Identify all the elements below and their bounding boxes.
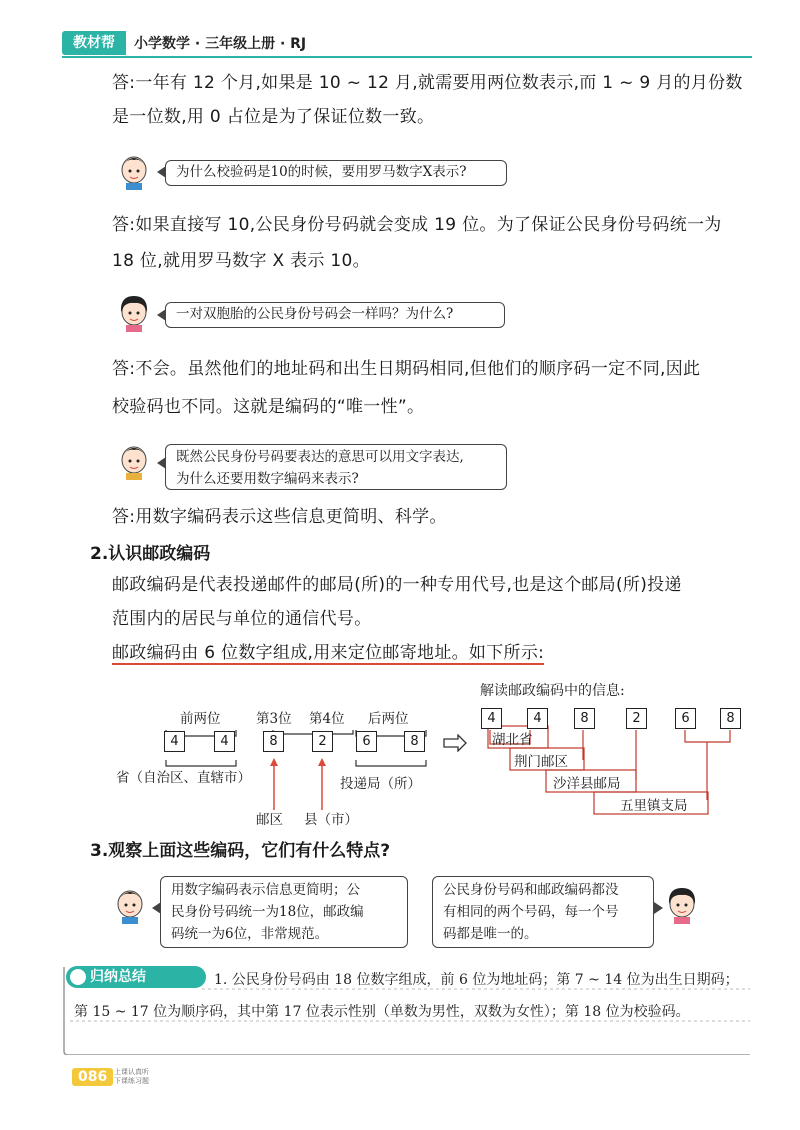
observation-bubble-right — [432, 876, 654, 948]
answer-4-line1: 答:用数字编码表示这些信息更简明、科学。 — [112, 507, 447, 527]
bubble-tail — [654, 902, 663, 914]
header-title: 小学数学 · 三年级上册 · RJ — [134, 36, 307, 52]
answer-2-line1: 答:如果直接写 10,公民身份号码就会变成 19 位。为了保证公民身份号码统一为 — [112, 215, 722, 235]
section-2-heading: 2.认识邮政编码 — [90, 544, 211, 564]
girl-avatar-icon — [116, 292, 152, 332]
observation-bubble-left — [160, 876, 408, 948]
label-delivery-office: 投递局（所） — [340, 776, 421, 792]
level-district: 荆门邮区 — [514, 754, 568, 770]
label-last-two: 后两位 — [368, 711, 409, 727]
bubble-right-line1: 公民身份号码和邮政编码都没 — [443, 882, 619, 898]
section-2-para1-line1: 邮政编码是代表投递邮件的邮局(所)的一种专用代号,也是这个邮局(所)投递 — [112, 575, 682, 595]
answer-3-line2: 校验码也不同。这就是编码的“唯一性”。 — [112, 397, 425, 417]
digit-box: 6 — [356, 731, 377, 752]
question-1-text: 为什么校验码是10的时候，要用罗马数字X表示? — [176, 164, 467, 180]
boy-avatar-icon — [116, 150, 152, 190]
page-note — [114, 1068, 174, 1086]
section-2-para2-text: 邮政编码由 6 位数字组成,用来定位邮寄地址。如下所示: — [112, 643, 545, 663]
boy-avatar-icon — [116, 440, 152, 480]
header-badge: 教材帮 — [62, 31, 126, 55]
answer-3-line1: 答:不会。虽然他们的地址码和出生日期码相同,但他们的顺序码一定不同,因此 — [112, 359, 701, 379]
level-county: 沙洋县邮局 — [553, 776, 621, 792]
question-3-line2: 为什么还要用数字编码来表示? — [176, 471, 359, 487]
decode-title: 解读邮政编码中的信息: — [480, 683, 625, 699]
girl-avatar-icon — [664, 884, 700, 924]
digit-box: 6 — [675, 708, 696, 729]
page-number: 086 — [72, 1068, 113, 1086]
summary-badge-label: 归纳总结 — [90, 969, 146, 985]
question-3-line1: 既然公民身份号码要表达的意思可以用文字表达, — [176, 449, 464, 465]
digit-box: 2 — [312, 731, 333, 752]
bubble-left-line2: 民身份号码统一为18位，邮政编 — [171, 904, 364, 920]
bubble-left-line3: 码统一为6位，非常规范。 — [171, 926, 329, 942]
question-2-text: 一对双胞胎的公民身份号码会一样吗？为什么? — [176, 306, 454, 322]
question-bubble-3 — [165, 444, 507, 490]
summary-text: 1. 公民身份号码由 18 位数字组成，前 6 位为地址码；第 7 ~ 14 位为出生日期码；第 15 ~ 17 位为顺序码，其中第 17 位表示性别（单数为男性，双数为女性）；第 18 位为校验码。 — [74, 972, 739, 1020]
digit-box: 4 — [481, 708, 502, 729]
digit-box: 2 — [626, 708, 647, 729]
label-fourth: 第4位 — [309, 711, 345, 727]
answer-1-line1: 答:一年有 12 个月,如果是 10 ~ 12 月,就需要用两位数表示,而 1 ~ 9 月的月份数 — [112, 73, 743, 93]
level-province: 湖北省 — [492, 732, 533, 748]
digit-box: 8 — [404, 731, 425, 752]
page-note-line2: 下课练习题 — [114, 1077, 149, 1085]
label-first-two: 前两位 — [180, 711, 221, 727]
section-2-para1-line2: 范围内的居民与单位的通信代号。 — [112, 609, 372, 629]
level-branch: 五里镇支局 — [620, 798, 688, 814]
section-3-heading: 3.观察上面这些编码，它们有什么特点? — [90, 841, 391, 861]
bubble-left-line1: 用数字编码表示信息更简明；公 — [171, 882, 360, 898]
section-2-para2 — [112, 636, 544, 670]
digit-box: 8 — [720, 708, 741, 729]
digit-box: 8 — [263, 731, 284, 752]
label-county: 县（市） — [304, 812, 358, 828]
answer-2-line2: 18 位,就用罗马数字 X 表示 10。 — [112, 251, 370, 271]
bubble-right-line3: 码都是唯一的。 — [443, 926, 538, 942]
digit-box: 4 — [214, 731, 235, 752]
boy-avatar-icon — [112, 884, 148, 924]
label-postal-district: 邮区 — [256, 812, 283, 828]
header-divider — [62, 56, 752, 58]
digit-box: 4 — [527, 708, 548, 729]
digit-box: 8 — [574, 708, 595, 729]
bubble-right-line2: 有相同的两个号码，每一个号 — [443, 904, 619, 920]
question-bubble-1 — [165, 160, 507, 186]
label-province: 省（自治区、直辖市） — [116, 770, 251, 786]
digit-box: 4 — [164, 731, 185, 752]
arrow-right-icon — [442, 734, 468, 752]
label-third: 第3位 — [256, 711, 292, 727]
page-note-line1: 上课认真听 — [114, 1068, 149, 1076]
answer-1-line2: 是一位数,用 0 占位是为了保证位数一致。 — [112, 107, 435, 127]
question-bubble-2 — [165, 302, 505, 328]
